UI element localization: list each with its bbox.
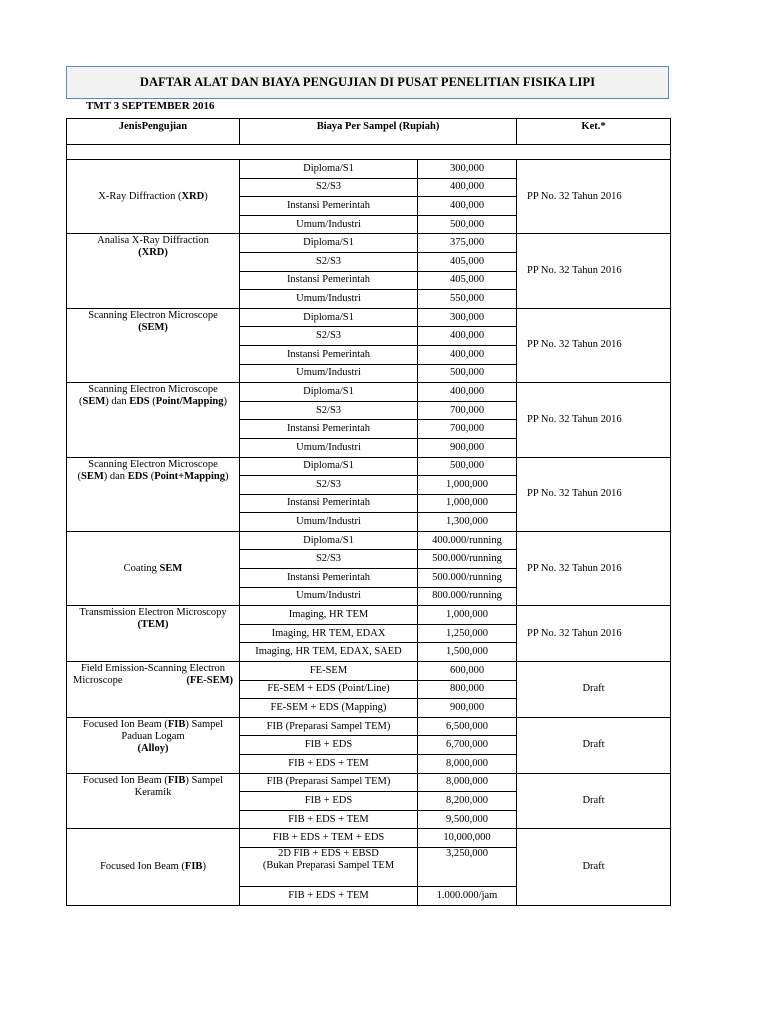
remark: Draft (517, 773, 671, 829)
test-type (67, 606, 240, 662)
sample-price: 500,000 (418, 457, 517, 476)
test-type-text: Focused Ion Beam ( (83, 774, 168, 786)
table-row (67, 383, 671, 402)
test-type-text: Keramik (134, 786, 172, 798)
sample-price: 400.000/running (418, 531, 517, 550)
test-type-text: Scanning Electron Microscope (88, 309, 218, 321)
test-type-text: Scanning Electron Microscope (88, 384, 218, 396)
test-type (67, 457, 240, 531)
sample-category: Umum/Industri (240, 290, 418, 309)
sample-category: FIB + EDS + TEM (240, 886, 418, 905)
table-row (67, 308, 671, 327)
sample-price: 6,700,000 (418, 736, 517, 755)
sample-price: 900,000 (418, 438, 517, 457)
sample-price: 600,000 (418, 662, 517, 681)
test-type-abbr: (Alloy) (137, 742, 169, 754)
sample-category: Instansi Pemerintah (240, 345, 418, 364)
test-type-text: ) Sampel (185, 774, 223, 786)
sample-price: 500,000 (418, 364, 517, 383)
test-type-abbr: FIB (184, 860, 203, 872)
test-type-text: ( (148, 470, 155, 482)
test-type-abbr: SEM (82, 396, 106, 408)
table-row (67, 457, 671, 476)
sample-category: Diploma/S1 (240, 234, 418, 253)
test-type (67, 308, 240, 382)
test-type-text: ) Sampel (185, 718, 223, 730)
sample-price: 1,250,000 (418, 624, 517, 643)
sample-price: 8,000,000 (418, 755, 517, 774)
sample-category: FIB + EDS + TEM (240, 810, 418, 829)
sample-category: S2/S3 (240, 550, 418, 569)
sample-price: 500.000/running (418, 569, 517, 588)
sample-price: 1,300,000 (418, 513, 517, 532)
sample-category: Umum/Industri (240, 513, 418, 532)
sample-category: S2/S3 (240, 476, 418, 495)
test-type (67, 531, 240, 605)
page-title: DAFTAR ALAT DAN BIAYA PENGUJIAN DI PUSAT PENELITIAN FISIKA LIPI (66, 66, 669, 99)
sample-category: FIB (Preparasi Sampel TEM) (240, 773, 418, 792)
sample-price: 400,000 (418, 327, 517, 346)
sample-price: 300,000 (418, 160, 517, 179)
spacer-row (67, 145, 671, 160)
sample-price: 400,000 (418, 178, 517, 197)
sample-category: FE-SEM (240, 662, 418, 681)
sample-price: 550,000 (418, 290, 517, 309)
sample-category: Imaging, HR TEM, EDAX, SAED (240, 643, 418, 662)
test-type-abbr: SEM (159, 562, 183, 574)
remark: PP No. 32 Tahun 2016 (517, 606, 671, 662)
table-row (67, 606, 671, 625)
sample-category: Diploma/S1 (240, 383, 418, 402)
test-type-abbr: (FE-SEM) (186, 675, 233, 687)
sample-price: 400,000 (418, 197, 517, 216)
sample-price: 800.000/running (418, 587, 517, 606)
test-type-text: ) (223, 396, 227, 408)
test-type-text: ) (202, 860, 206, 872)
sample-category: S2/S3 (240, 252, 418, 271)
test-type-abbr: SEM (81, 470, 104, 482)
sample-price: 8,000,000 (418, 773, 517, 792)
test-type-text: ( (149, 396, 156, 408)
sample-category: Diploma/S1 (240, 308, 418, 327)
table-body (67, 145, 671, 906)
test-type-abbr: EDS (129, 396, 150, 408)
sample-category: S2/S3 (240, 327, 418, 346)
sample-price: 500,000 (418, 215, 517, 234)
test-type-abbr: (TEM) (137, 619, 169, 631)
sample-category: FIB + EDS (240, 736, 418, 755)
sample-price: 9,500,000 (418, 810, 517, 829)
test-type-text: ( (79, 396, 83, 408)
table-row (67, 160, 671, 179)
remark: Draft (517, 717, 671, 773)
test-type-text: Focused Ion Beam ( (83, 718, 168, 730)
sample-price: 800,000 (418, 680, 517, 699)
sample-category: Imaging, HR TEM (240, 606, 418, 625)
table-row (67, 829, 671, 848)
sample-price: 10,000,000 (418, 829, 517, 848)
test-type (67, 829, 240, 905)
table-row (67, 234, 671, 253)
test-type-text: Analisa X-Ray Diffraction (97, 235, 209, 247)
test-type-text: Coating (123, 562, 160, 574)
table-row (67, 773, 671, 792)
table-row (67, 531, 671, 550)
sample-category: FIB (Preparasi Sampel TEM) (240, 717, 418, 736)
test-type-abbr: FIB (167, 774, 186, 786)
test-type-abbr: FIB (167, 718, 186, 730)
test-type-text: ) (204, 190, 208, 202)
test-type-line: Field Emission-Scanning Electron (80, 663, 226, 675)
test-type-text: ( (77, 470, 81, 482)
sample-category: Umum/Industri (240, 215, 418, 234)
sample-category: FIB + EDS + TEM + EDS (240, 829, 418, 848)
sample-category: Umum/Industri (240, 364, 418, 383)
sample-category: Instansi Pemerintah (240, 569, 418, 588)
remark: PP No. 32 Tahun 2016 (517, 234, 671, 308)
test-type-text: ) dan (103, 470, 128, 482)
sample-category: Diploma/S1 (240, 531, 418, 550)
test-type-text: ) (225, 470, 229, 482)
sample-category-line: 2D FIB + EDS + EBSD (278, 847, 379, 859)
sample-price: 500.000/running (418, 550, 517, 569)
sample-category: FE-SEM + EDS (Mapping) (240, 699, 418, 718)
sample-category: Instansi Pemerintah (240, 197, 418, 216)
sample-price: 900,000 (418, 699, 517, 718)
sample-price: 1,000,000 (418, 606, 517, 625)
test-type-text: Scanning Electron Microscope (88, 458, 218, 470)
test-type-text: Microscope (73, 675, 123, 687)
sample-category (240, 847, 418, 886)
test-type (67, 383, 240, 457)
sample-price: 405,000 (418, 252, 517, 271)
test-type-abbr: Point+Mapping (154, 470, 225, 482)
sample-category: Instansi Pemerintah (240, 494, 418, 513)
test-type-abbr: EDS (127, 470, 149, 482)
test-type (67, 773, 240, 829)
sample-price: 3,250,000 (418, 847, 517, 886)
sample-category-line: (Bukan Preparasi Sampel TEM (262, 859, 395, 871)
sample-price: 405,000 (418, 271, 517, 290)
remark: Draft (517, 662, 671, 718)
sample-category: Instansi Pemerintah (240, 271, 418, 290)
test-type (67, 717, 240, 773)
sample-category: Instansi Pemerintah (240, 420, 418, 439)
sample-category: Diploma/S1 (240, 457, 418, 476)
test-type (67, 234, 240, 308)
sample-price: 6,500,000 (418, 717, 517, 736)
sample-price: 700,000 (418, 420, 517, 439)
sample-price: 300,000 (418, 308, 517, 327)
test-type-abbr: XRD (181, 190, 205, 202)
remark: Draft (517, 829, 671, 905)
test-type-text: Transmission Electron Microscopy (79, 607, 227, 619)
table-row (67, 717, 671, 736)
sample-category: Imaging, HR TEM, EDAX (240, 624, 418, 643)
test-type-abbr: Point/Mapping (155, 396, 224, 408)
header-jenis: JenisPengujian (67, 119, 240, 145)
test-type-text: Focused Ion Beam ( (100, 860, 185, 872)
sample-price: 400,000 (418, 345, 517, 364)
sample-category: S2/S3 (240, 401, 418, 420)
header-biaya: Biaya Per Sampel (Rupiah) (240, 119, 517, 145)
price-table (66, 118, 671, 906)
sample-price: 1,000,000 (418, 494, 517, 513)
remark: PP No. 32 Tahun 2016 (517, 383, 671, 457)
remark: PP No. 32 Tahun 2016 (517, 531, 671, 605)
sample-category: FE-SEM + EDS (Point/Line) (240, 680, 418, 699)
header-ket: Ket.* (517, 119, 671, 145)
sample-price: 700,000 (418, 401, 517, 420)
remark: PP No. 32 Tahun 2016 (517, 308, 671, 382)
sample-category: Umum/Industri (240, 438, 418, 457)
remark: PP No. 32 Tahun 2016 (517, 457, 671, 531)
sample-category: FIB + EDS + TEM (240, 755, 418, 774)
sample-price: 8,200,000 (418, 792, 517, 811)
table-row (67, 662, 671, 681)
test-type (67, 160, 240, 234)
test-type-line (73, 675, 233, 687)
sample-price: 375,000 (418, 234, 517, 253)
remark: PP No. 32 Tahun 2016 (517, 160, 671, 234)
test-type-abbr: (SEM) (138, 321, 168, 333)
effective-date: TMT 3 SEPTEMBER 2016 (86, 100, 215, 112)
sample-category: Umum/Industri (240, 587, 418, 606)
sample-price: 1,000,000 (418, 476, 517, 495)
test-type-text: ) dan (105, 396, 130, 408)
sample-price: 1,500,000 (418, 643, 517, 662)
sample-price: 1.000.000/jam (418, 886, 517, 905)
test-type-text: Paduan Logam (121, 730, 185, 742)
sample-category: Diploma/S1 (240, 160, 418, 179)
test-type-text: X-Ray Diffraction ( (98, 190, 182, 202)
sample-price: 400,000 (418, 383, 517, 402)
sample-category: FIB + EDS (240, 792, 418, 811)
test-type (67, 662, 240, 718)
test-type-abbr: (XRD) (138, 247, 168, 259)
sample-category: S2/S3 (240, 178, 418, 197)
